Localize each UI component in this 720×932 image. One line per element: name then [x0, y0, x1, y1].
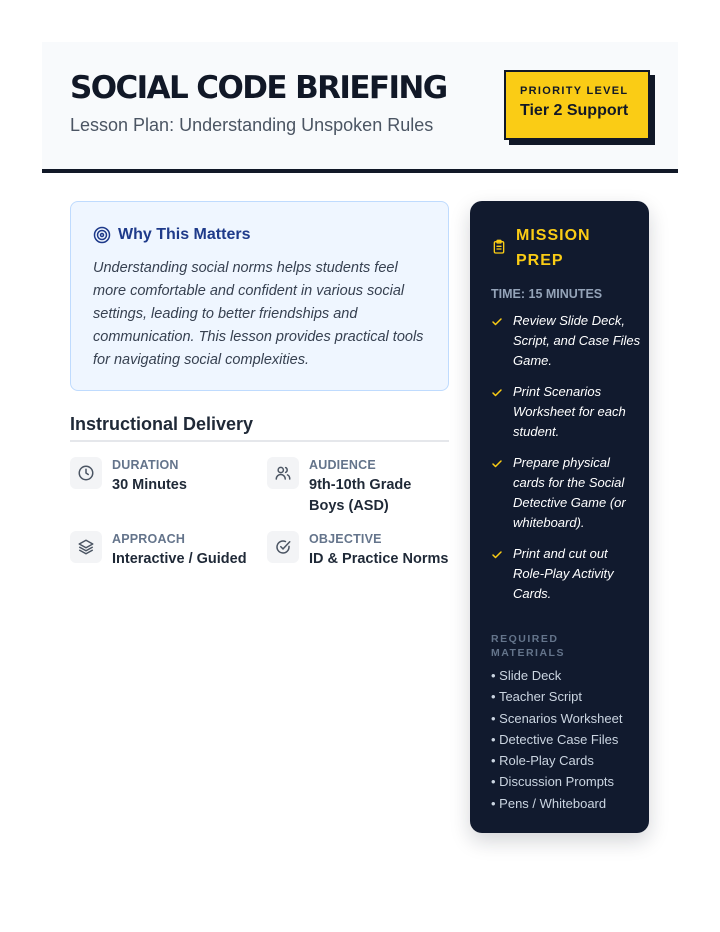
page-title: SOCIAL CODE BRIEFING — [70, 70, 447, 106]
material-item: • Discussion Prompts — [491, 771, 623, 792]
layers-icon-wrap — [70, 531, 102, 563]
objective-value: ID & Practice Norms — [309, 551, 449, 567]
priority-label: PRIORITY LEVEL — [520, 85, 629, 97]
task-item — [491, 382, 641, 442]
material-item: • Detective Case Files — [491, 729, 623, 750]
check-icon — [491, 549, 503, 561]
layers-icon — [77, 538, 95, 556]
prep-time: TIME: 15 MINUTES — [491, 287, 603, 301]
objective-item — [267, 531, 448, 570]
clipboard-icon — [491, 239, 507, 255]
check-circle-icon-wrap — [267, 531, 299, 563]
duration-item — [70, 457, 187, 496]
duration-label: DURATION — [112, 458, 179, 472]
header — [42, 42, 678, 173]
approach-value: Interactive / Guided — [112, 551, 247, 567]
task-item — [491, 311, 641, 371]
approach-item — [70, 531, 247, 570]
task-text: Prepare physical cards for the Social Detective Game (or whiteboard). — [513, 455, 626, 530]
check-icon — [491, 458, 503, 470]
task-text: Review Slide Deck, Script, and Case Files Game. — [513, 313, 641, 368]
approach-label: APPROACH — [112, 532, 186, 546]
task-item — [491, 544, 641, 604]
materials-title: REQUIRED MATERIALS — [491, 633, 565, 659]
material-item: • Scenarios Worksheet — [491, 708, 623, 729]
target-icon — [93, 226, 111, 244]
priority-badge — [504, 70, 650, 140]
materials-list — [491, 665, 623, 814]
check-circle-icon — [274, 538, 292, 556]
users-icon-wrap — [267, 457, 299, 489]
why-body: Understanding social norms helps students feel more comfortable and confident in various social settings, leading to better friendships and communication. This lesson provides practical tools for navigating social complexities. — [93, 260, 424, 368]
task-text: Print Scenarios Worksheet for each student. — [513, 384, 626, 439]
audience-item — [267, 457, 447, 517]
material-item: • Teacher Script — [491, 686, 623, 707]
clock-icon-wrap — [70, 457, 102, 489]
duration-value: 30 Minutes — [112, 477, 187, 493]
check-icon — [491, 316, 503, 328]
audience-value: 9th-10th Grade Boys (ASD) — [309, 477, 412, 514]
users-icon — [274, 464, 292, 482]
page-subtitle: Lesson Plan: Understanding Unspoken Rules — [70, 115, 434, 135]
material-item: • Slide Deck — [491, 665, 623, 686]
why-title: Why This Matters — [118, 226, 251, 243]
objective-label: OBJECTIVE — [309, 532, 382, 546]
audience-label: AUDIENCE — [309, 458, 376, 472]
task-text: Print and cut out Role-Play Activity Cards. — [513, 546, 614, 601]
material-item: • Pens / Whiteboard — [491, 793, 623, 814]
mission-prep-panel — [470, 201, 649, 833]
task-item — [491, 453, 641, 533]
prep-title: MISSION PREP — [516, 227, 591, 269]
why-this-matters-card — [70, 201, 449, 391]
clock-icon — [77, 464, 95, 482]
check-icon — [491, 387, 503, 399]
divider — [70, 440, 449, 442]
priority-value: Tier 2 Support — [520, 102, 629, 119]
delivery-title: Instructional Delivery — [70, 414, 254, 434]
prep-heading — [491, 223, 606, 273]
material-item: • Role-Play Cards — [491, 750, 623, 771]
why-heading — [93, 226, 250, 244]
task-list — [491, 311, 641, 615]
